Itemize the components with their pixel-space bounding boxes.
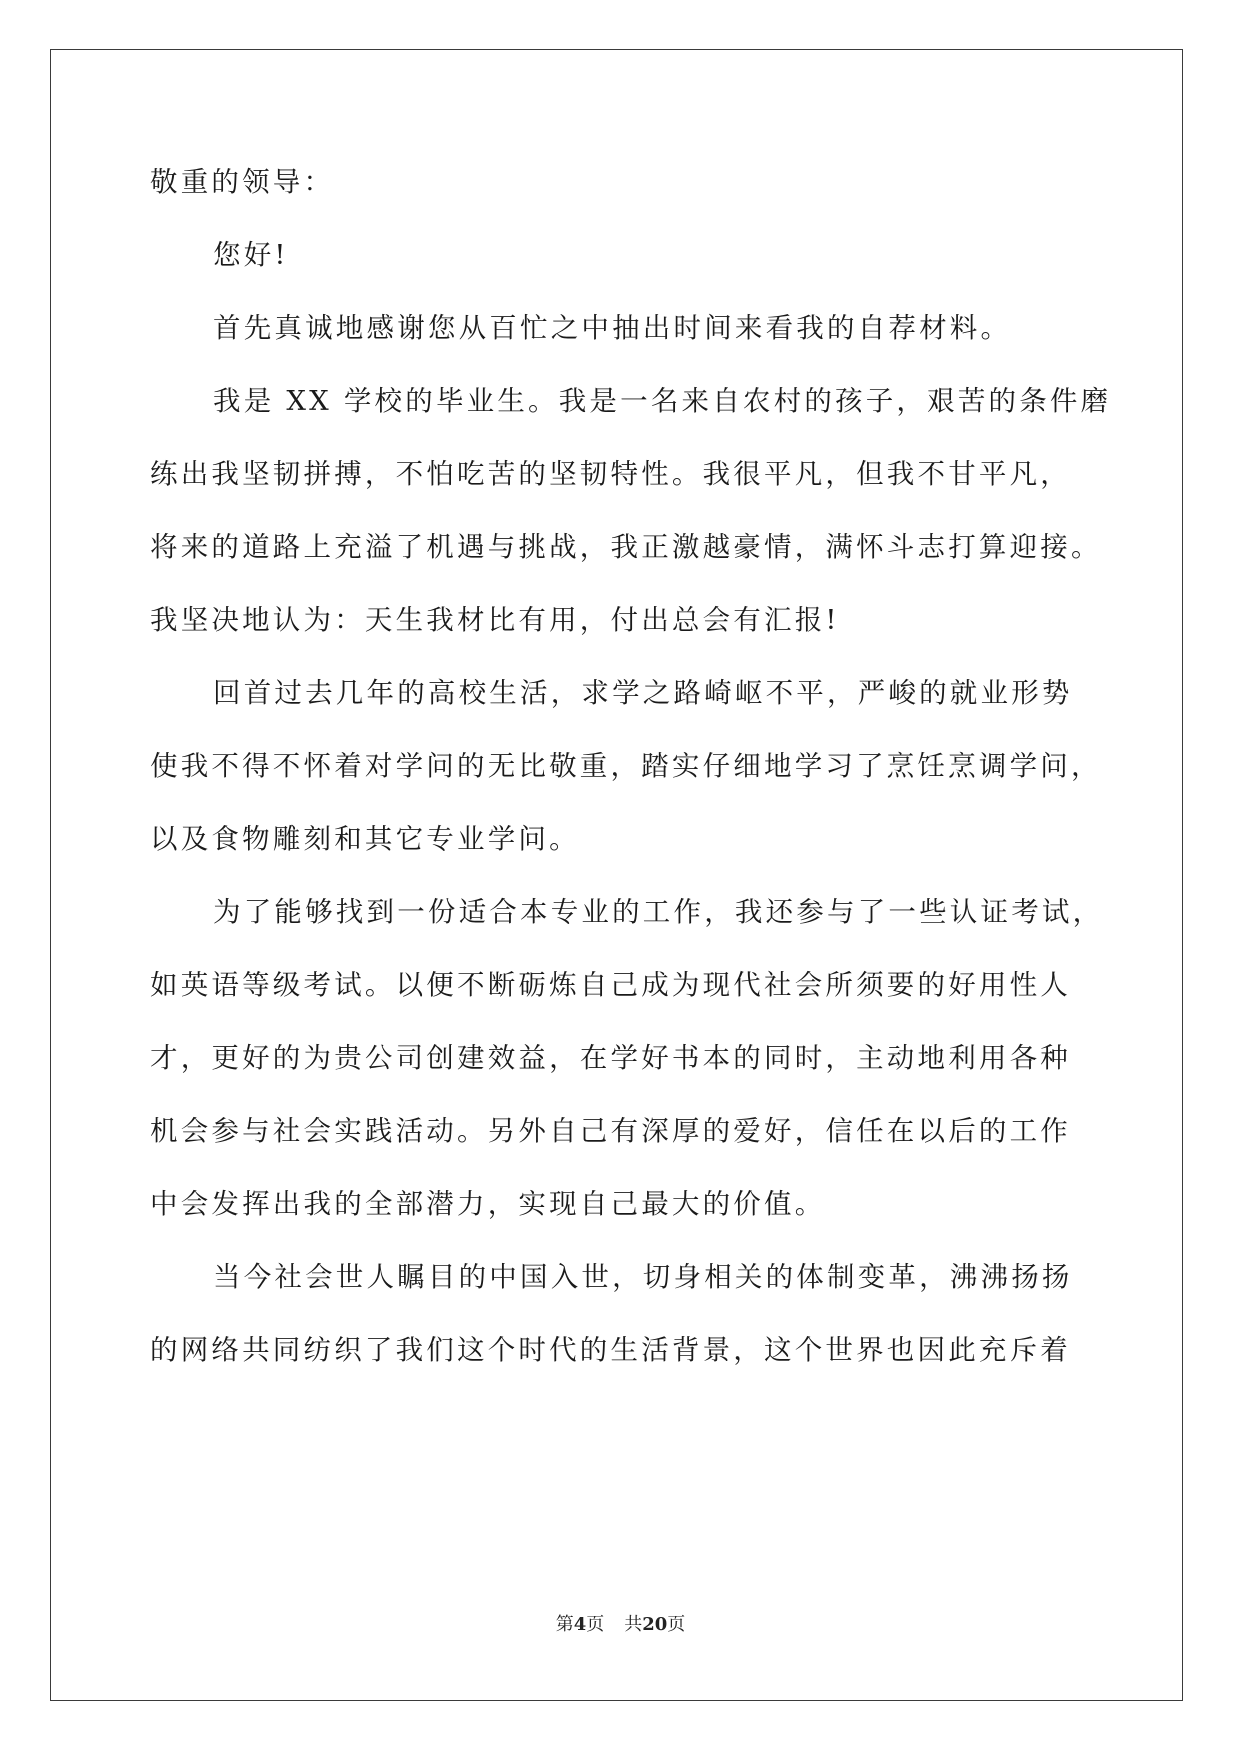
paragraph-3-line-3: 以及食物雕刻和其它专业学问。 xyxy=(150,823,580,855)
salutation: 敬重的领导： xyxy=(150,166,335,198)
paragraph-4-line-5: 中会发挥出我的全部潜力，实现自己最大的价值。 xyxy=(150,1188,826,1220)
paragraph-4-line-3: 才，更好的为贵公司创建效益，在学好书本的同时，主动地利用各种 xyxy=(150,1042,1071,1074)
page-current: 4 xyxy=(573,1614,587,1635)
total-suffix: 页 xyxy=(667,1614,686,1635)
paragraph-2-line-2: 练出我坚韧拼搏，不怕吃苦的坚韧特性。我很平凡，但我不甘平凡， xyxy=(150,458,1071,490)
paragraph-5-line-2: 的网络共同纺织了我们这个时代的生活背景，这个世界也因此充斥着 xyxy=(150,1334,1071,1366)
paragraph-5-line-1: 当今社会世人瞩目的中国入世，切身相关的体制变革，沸沸扬扬 xyxy=(213,1261,1073,1293)
paragraph-2-line-4: 我坚决地认为：天生我材比有用，付出总会有汇报! xyxy=(150,604,840,636)
page-total: 20 xyxy=(642,1614,668,1635)
page-prefix: 第 xyxy=(555,1614,574,1635)
paragraph-3-line-1: 回首过去几年的高校生活，求学之路崎岖不平，严峻的就业形势 xyxy=(213,677,1073,709)
paragraph-2-line-1: 我是 XX 学校的毕业生。我是一名来自农村的孩子，艰苦的条件磨 xyxy=(213,385,1112,417)
total-prefix: 共 xyxy=(624,1614,643,1635)
paragraph-4-line-2: 如英语等级考试。以便不断砺炼自己成为现代社会所须要的好用性人 xyxy=(150,969,1071,1001)
page-border xyxy=(50,49,1183,1701)
paragraph-4-line-1: 为了能够找到一份适合本专业的工作，我还参与了一些认证考试， xyxy=(213,896,1104,928)
page-suffix: 页 xyxy=(586,1614,605,1635)
paragraph-3-line-2: 使我不得不怀着对学问的无比敬重，踏实仔细地学习了烹饪烹调学问， xyxy=(150,750,1102,782)
greeting: 您好! xyxy=(213,239,289,271)
paragraph-2-line-3: 将来的道路上充溢了机遇与挑战，我正激越豪情，满怀斗志打算迎接。 xyxy=(150,531,1102,563)
page-footer xyxy=(0,1610,1241,1636)
paragraph-4-line-4: 机会参与社会实践活动。另外自己有深厚的爱好，信任在以后的工作 xyxy=(150,1115,1071,1147)
paragraph-1-line-1: 首先真诚地感谢您从百忙之中抽出时间来看我的自荐材料。 xyxy=(213,312,1012,344)
